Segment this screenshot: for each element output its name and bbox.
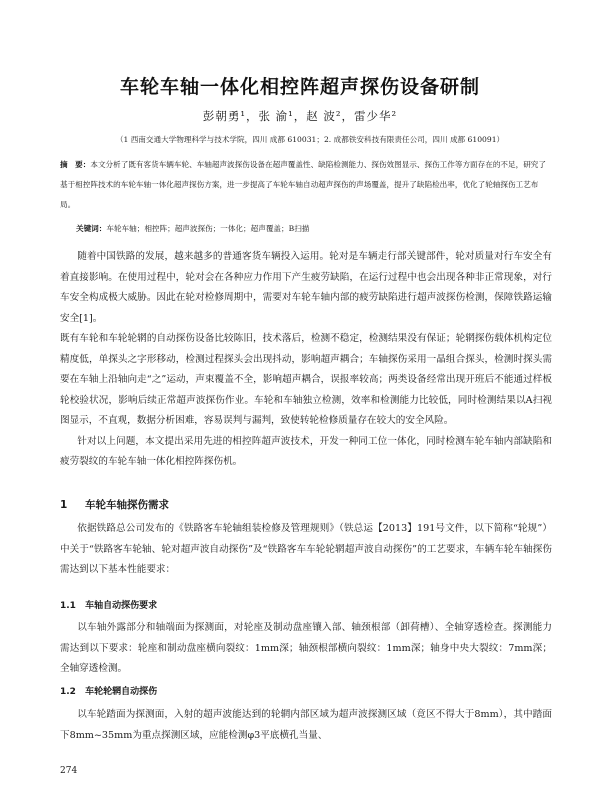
subsection-1-2-heading <box>60 684 157 697</box>
section-1-number: 1 <box>60 499 68 511</box>
subsection-1-2-title: 车轮轮辋自动探伤 <box>85 687 158 697</box>
authors: 彭朝勇¹，张 渝¹，赵 波²，雷少华² <box>202 109 398 123</box>
abstract-label: 摘 要： <box>60 160 91 169</box>
section-1-body <box>60 519 552 581</box>
subsection-1-1-heading <box>60 598 157 611</box>
subsection-1-2-body <box>60 705 552 746</box>
subsection-1-1-number: 1.1 <box>60 601 76 611</box>
subsection-1-2-number: 1.2 <box>60 687 76 697</box>
subsection-1-1-title: 车轴自动探伤要求 <box>85 601 158 611</box>
keywords <box>76 223 546 234</box>
subsection-1-2-paragraph: 以车轮踏面为探测面，入射的超声波能达到的轮辋内部区域为超声波探测区域（竟区不得大于8mm），其中踏面下8mm~35mm为重点探测区域，应能检测φ3平底横孔当量、 <box>60 709 552 741</box>
subsection-1-1-paragraph: 以车轴外露部分和轴端面为探测面，对轮座及制动盘座镶入部、轴颈根部（卸荷槽）、全轴穿透检查。探测能力需达到以下要求：轮座和制动盘座横向裂纹：1mm深；轴颈根部横向裂纹：1mm深；轴身中央大裂纹：7mm深；全轴穿透检测。 <box>60 622 552 674</box>
affiliation: （1 西南交通大学物理科学与技术学院，四川 成都 610031；2. 成都铁安科技有限责任公司，四川 成都 610091） <box>115 135 505 144</box>
intro-text <box>60 247 552 473</box>
intro-paragraph-3: 针对以上问题，本文提出采用先进的相控阵超声波技术，开发一种同工位一体化，同时检测车轮车轴内部缺陷和疲劳裂纹的车轮车轴一体化相控阵探伤机。 <box>60 435 552 467</box>
section-1-title: 车轮车轴探伤需求 <box>84 499 169 511</box>
paper-title: 车轮车轴一体化相控阵超声探伤设备研制 <box>119 76 480 98</box>
keywords-text: 车轮车轴；相控阵；超声波探伤；一体化；超声覆盖；B扫描 <box>106 224 310 233</box>
intro-paragraph-2: 既有车轮和车轮轮辋的自动探伤设备比较陈旧，技术落后，检测不稳定，检测结果没有保证；轮辋探伤载体机构定位精度低，单探头之字形移动，检测过程探头会出现抖动，影响超声耦合；车轴探伤采用一晶组合探头，检测时探头需要在车轴上沿轴向走“之”运动，声束覆盖不全，影响超声耦合，误报率较高；两类设备经常出现开班后不能通过样板轮校验状况，影响后续正常超声波探伤作业。车轮和车轴独立检测，效率和检测能力比较低，同时检测结果以A扫视图显示，不直观，数据分析困难，容易误判与漏判，致使转轮检修质量存在较大的安全风险。 <box>60 333 552 426</box>
keywords-label: 关键词： <box>76 224 107 233</box>
page-number: 274 <box>60 766 78 776</box>
subsection-1-1-body <box>60 618 552 680</box>
abstract-text: 本文分析了既有客货车辆车轮、车轴超声波探伤设备在超声覆盖性、缺陷检测能力、探伤效图显示、探伤工作等方面存在的不足，研究了基于相控阵技术的车轮车轴一体化超声探伤方案，进一步提高了车轮车轴自动超声探伤的声场覆盖，提升了缺陷检出率，优化了轮轴探伤工艺布局。 <box>60 160 546 209</box>
intro-paragraph-1: 随着中国铁路的发展，越来越多的普通客货车辆投入运用。轮对是车辆走行部关键部件，轮对质量对行车安全有着直接影响。在使用过程中，轮对会在各种应力作用下产生疲劳缺陷，在运行过程中也会出现各种非正常现象，对行车安全构成极大威胁。因此在轮对检修周期中，需要对车轮车轴内部的疲劳缺陷进行超声波探伤检测，保障铁路运输安全[1]。 <box>60 251 552 324</box>
abstract <box>60 155 548 215</box>
section-1-heading <box>60 497 169 512</box>
section-1-paragraph: 依据铁路总公司发布的《铁路客车轮轴组装检修及管理规则》（铁总运【2013】191号文件，以下简称“轮规”）中关于“铁路客车轮轴、轮对超声波自动探伤”及“铁路客车车轮轮辋超声波自动探伤”的工艺要求，车辆车轮车轴探伤需达到以下基本性能要求： <box>60 523 552 575</box>
